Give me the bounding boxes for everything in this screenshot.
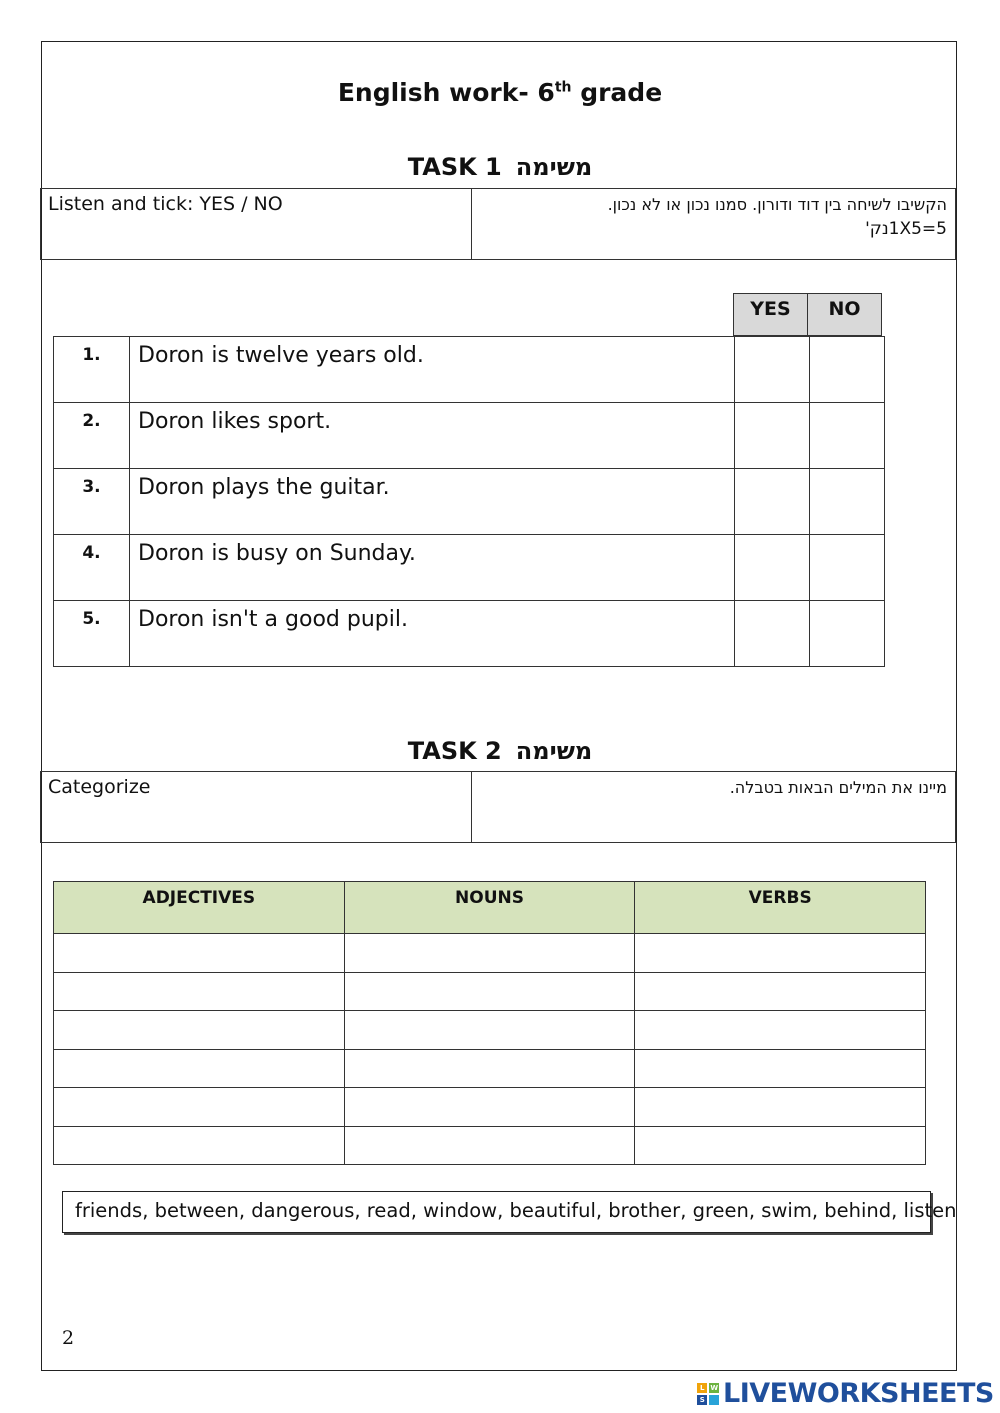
no-checkbox[interactable] [810,469,885,535]
no-checkbox[interactable] [810,601,885,667]
answer-cell[interactable] [54,1049,345,1088]
task1-instruction-he: הקשיבו לשיחה בין דוד ודורון. סמנו נכון או לא נכון. 1X5=5נק' [472,189,955,259]
logo-icon: L W S [697,1383,719,1405]
nouns-header: NOUNS [344,882,635,934]
no-checkbox[interactable] [810,337,885,403]
answer-cell[interactable] [54,1126,345,1165]
task1-heading: TASK 1 משימה [407,153,593,181]
table-row [54,403,885,469]
table-row [54,972,926,1011]
answer-cell[interactable] [344,972,635,1011]
no-checkbox[interactable] [810,403,885,469]
yes-column-header: YES [734,294,808,336]
yes-checkbox[interactable] [735,469,810,535]
liveworksheets-logo: L W S LIVEWORKSHEETS [697,1378,994,1409]
answer-cell[interactable] [54,972,345,1011]
word-bank: friends, between, dangerous, read, window, beautiful, brother, green, swim, behind, listen [62,1191,931,1233]
answer-cell[interactable] [344,1126,635,1165]
task1-instructions [40,188,956,260]
yes-checkbox[interactable] [735,535,810,601]
statement: Doron is twelve years old. [130,337,735,403]
answer-cell[interactable] [344,1049,635,1088]
row-number: 1. [54,337,130,403]
task2-instructions [40,771,956,843]
task1-table [53,336,885,667]
answer-cell[interactable] [635,1049,926,1088]
row-number: 3. [54,469,130,535]
table-row [54,469,885,535]
statement: Doron likes sport. [130,403,735,469]
yes-checkbox[interactable] [735,337,810,403]
answer-cell[interactable] [344,1088,635,1127]
no-checkbox[interactable] [810,535,885,601]
verbs-header: VERBS [635,882,926,934]
table-row [54,1011,926,1050]
page-title: English work- 6th grade [337,78,663,107]
row-number: 4. [54,535,130,601]
table-row [54,1088,926,1127]
answer-cell[interactable] [635,1126,926,1165]
answer-cell[interactable] [344,934,635,973]
table-row [54,601,885,667]
task1-instruction-en: Listen and tick: YES / NO [41,189,472,259]
answer-cell[interactable] [635,934,926,973]
yes-checkbox[interactable] [735,403,810,469]
statement: Doron is busy on Sunday. [130,535,735,601]
answer-cell[interactable] [54,1088,345,1127]
yes-checkbox[interactable] [735,601,810,667]
adjectives-header: ADJECTIVES [54,882,345,934]
row-number: 2. [54,403,130,469]
table-row [54,535,885,601]
answer-cell[interactable] [635,1011,926,1050]
answer-cell[interactable] [54,934,345,973]
answer-cell[interactable] [635,1088,926,1127]
categorize-table [53,881,926,1165]
task2-instruction-he: מיינו את המילים הבאות בטבלה. [729,778,947,797]
table-row [54,1049,926,1088]
table-row [54,1126,926,1165]
no-column-header: NO [808,294,882,336]
task2-heading: TASK 2 משימה [407,737,593,765]
row-number: 5. [54,601,130,667]
page-number: 2 [62,1327,75,1349]
answer-cell[interactable] [54,1011,345,1050]
statement: Doron plays the guitar. [130,469,735,535]
answer-cell[interactable] [344,1011,635,1050]
statement: Doron isn't a good pupil. [130,601,735,667]
task2-instruction-en: Categorize [41,772,472,842]
answer-cell[interactable] [635,972,926,1011]
yes-no-header [733,293,882,336]
table-row [54,934,926,973]
task1-points: 1X5=5נק' [865,219,947,239]
table-row [54,337,885,403]
